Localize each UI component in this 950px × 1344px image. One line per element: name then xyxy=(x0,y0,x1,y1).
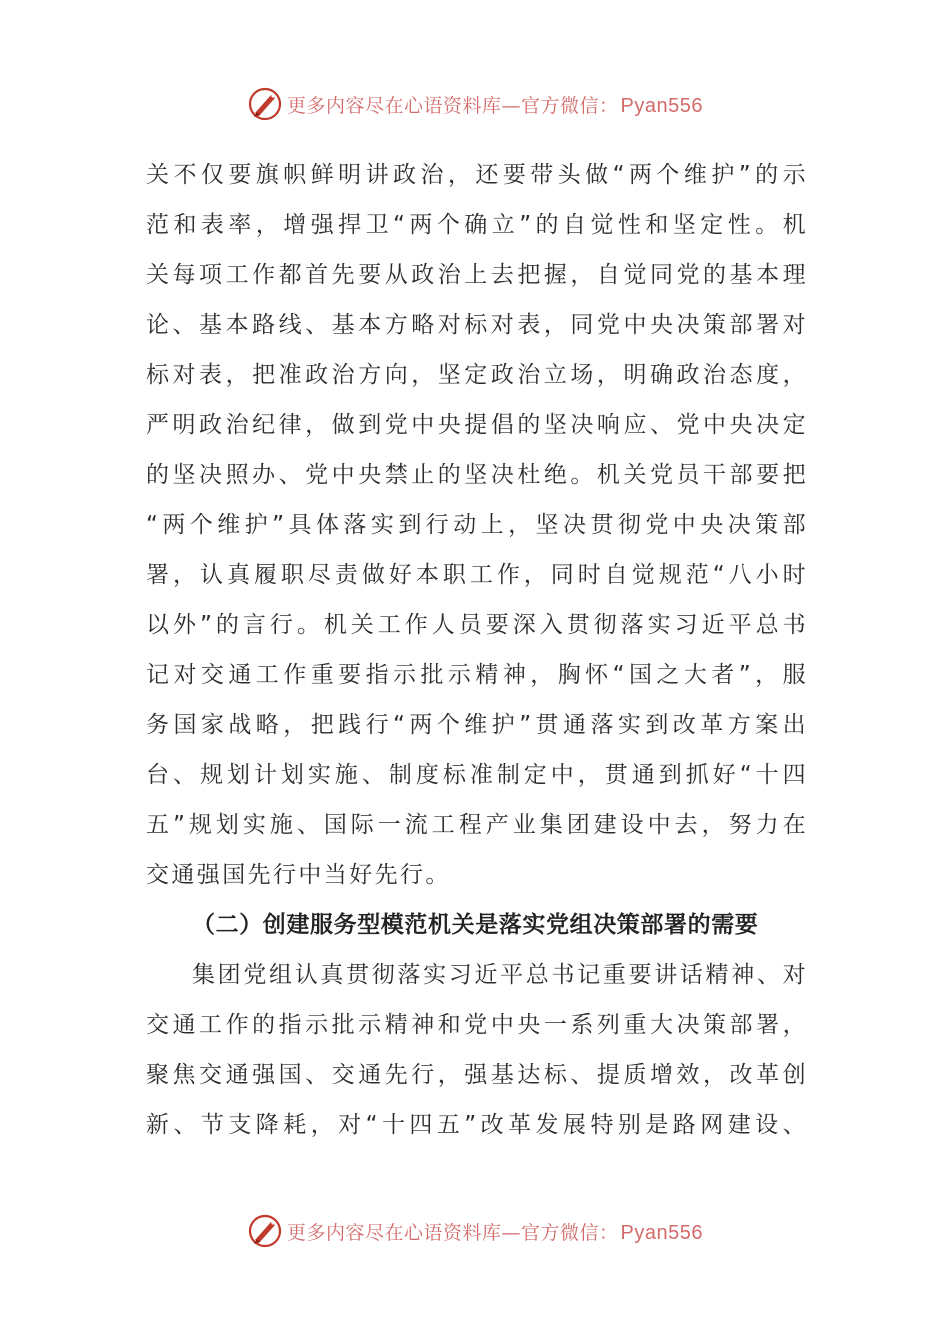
text-line: 范和表率，增强捍卫“两个确立”的自觉性和坚定性。机 xyxy=(146,212,808,238)
text-line: 新、节支降耗，对“十四五”改革发展特别是路网建设、 xyxy=(146,1112,808,1138)
document-body xyxy=(146,150,808,1150)
text-line: 台、规划计划实施、制度标准制定中，贯通到抓好“十四 xyxy=(146,762,808,788)
paragraph-2 xyxy=(146,950,808,1150)
text-line: 交通工作的指示批示精神和党中央一系列重大决策部署， xyxy=(146,1012,808,1038)
pen-logo-icon xyxy=(247,86,283,122)
text-line: 标对表，把准政治方向，坚定政治立场，明确政治态度， xyxy=(146,362,808,388)
text-line: “两个维护”具体落实到行动上，坚决贯彻党中央决策部 xyxy=(146,512,808,538)
footer-banner-text: 更多内容尽在心语资料库—官方微信： Pyan556 xyxy=(287,1221,703,1244)
wechat-id: Pyan556 xyxy=(620,94,703,117)
text-line: 论、基本路线、基本方略对标对表，同党中央决策部署对 xyxy=(146,312,808,338)
paragraph-1 xyxy=(146,150,808,900)
section-heading: （二）创建服务型模范机关是落实党组决策部署的需要 xyxy=(192,911,759,938)
text-line: 记对交通工作重要指示批示精神，胸怀“国之大者”，服 xyxy=(146,662,808,688)
text-line: 五”规划实施、国际一流工程产业集团建设中去，努力在 xyxy=(146,812,808,838)
footer-banner xyxy=(0,1211,950,1251)
text-line: 关每项工作都首先要从政治上去把握，自觉同党的基本理 xyxy=(146,262,808,288)
text-line: 以外”的言行。机关工作人员要深入贯彻落实习近平总书 xyxy=(146,612,808,638)
header-banner-text: 更多内容尽在心语资料库—官方微信： Pyan556 xyxy=(287,94,703,117)
text-line: 聚焦交通强国、交通先行，强基达标、提质增效，改革创 xyxy=(146,1062,808,1088)
text-line: 集团党组认真贯彻落实习近平总书记重要讲话精神、对 xyxy=(192,962,808,988)
text-line: 的坚决照办、党中央禁止的坚决杜绝。机关党员干部要把 xyxy=(146,462,808,488)
header-banner xyxy=(0,84,950,124)
pen-logo-icon xyxy=(247,1213,283,1249)
text-line: 关不仅要旗帜鲜明讲政治，还要带头做“两个维护”的示 xyxy=(146,162,808,188)
text-line: 严明政治纪律，做到党中央提倡的坚决响应、党中央决定 xyxy=(146,412,808,438)
text-line: 交通强国先行中当好先行。 xyxy=(146,862,451,888)
text-line: 署，认真履职尽责做好本职工作，同时自觉规范“八小时 xyxy=(146,562,808,588)
wechat-id: Pyan556 xyxy=(620,1221,703,1244)
text-line: 务国家战略，把践行“两个维护”贯通落实到改革方案出 xyxy=(146,712,808,738)
